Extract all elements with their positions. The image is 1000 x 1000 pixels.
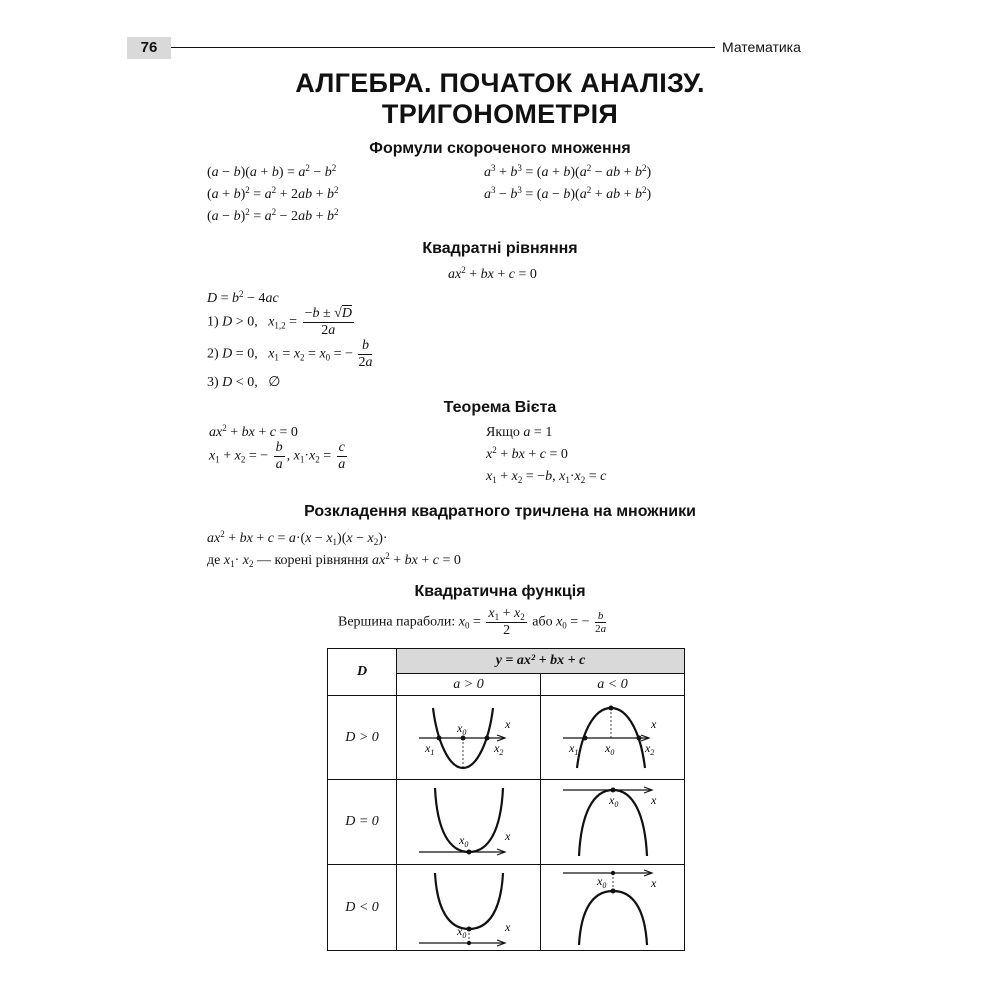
- formula: $D = b^2 - 4ac$: [207, 289, 279, 306]
- svg-text:x1: $x_1$: [425, 741, 435, 757]
- graph-cell: [541, 780, 685, 865]
- row-label-d-zero: D = 0: [328, 780, 397, 865]
- page-number: 76: [127, 37, 171, 59]
- column-header-d: D: [328, 649, 397, 696]
- subject-label: Математика: [722, 39, 801, 55]
- formula: $ax^2$ + bx + $c = a\cdot(x - x_1)(x - x_2)\cdot$: [207, 529, 388, 547]
- svg-text:x0: $x_0$: [597, 874, 607, 890]
- svg-text:x: x: [505, 920, 511, 934]
- formula: $ax^2$ + bx + c = 0: [448, 265, 537, 282]
- svg-text:x: x: [651, 793, 657, 807]
- formula: $x_1 + x_2 = -b$, $x_1\cdot x_2 = c$: [486, 469, 607, 485]
- formula: $(a - b)(a + b) = a^2 - b^2$: [207, 163, 337, 180]
- formula: 1) D > 0, $x_{1,2}$ = $\frac{-b \pm √D}{2a}$: [207, 306, 352, 338]
- section-heading-factorization: Розкладення квадратного тричлена на множники: [304, 503, 696, 520]
- vertex-label: Вершина параболи:: [338, 614, 456, 630]
- svg-text:x0: $x_0$: [459, 833, 469, 849]
- svg-text:x0: $x_0$: [457, 924, 467, 940]
- formula: $x^2$ + bx + c = 0: [486, 445, 568, 462]
- svg-text:x: x: [651, 876, 657, 890]
- section-heading-quadratic-equations: Квадратні рівняння: [422, 240, 578, 257]
- formula: 3) D < 0, ∅: [207, 375, 281, 390]
- parabola-up-one-root-graph: [397, 780, 540, 864]
- svg-text:x0: $x_0$: [609, 793, 619, 809]
- where-text: де: [207, 553, 221, 568]
- if-label: Якщо: [486, 425, 520, 440]
- graph-cell: [397, 696, 541, 780]
- vertex-formula: Вершина параболи: $x_0$ = $\frac{x_1 + x_2}{2}$ або $x_0$ = − $\frac{b}{2a}$: [338, 606, 607, 638]
- parabola-up-two-roots-graph: [397, 696, 540, 779]
- section-heading-quadratic-function: Квадратична функція: [414, 583, 586, 600]
- formula: $a^3 - b^3 = (a - b)(a^2$ + ab + $b^2$): [484, 185, 652, 202]
- svg-text:x1: $x_1$: [569, 741, 579, 757]
- subheader-a-positive: a > 0: [397, 674, 541, 696]
- formula: $a^3 + b^3 = (a + b)(a^2$ − ab + $b^2$): [484, 163, 652, 180]
- svg-text:x: x: [505, 829, 511, 843]
- svg-text:x: x: [505, 717, 511, 731]
- row-label-d-positive: D > 0: [328, 696, 397, 780]
- graph-cell: [397, 780, 541, 865]
- quadratic-function-table: [327, 648, 685, 951]
- parabola-up-no-roots-graph: [397, 865, 540, 950]
- header-rule: [171, 47, 715, 48]
- formula: де $x_1\cdot x_2$ — корені рівняння $ax^2$ + bx + c = 0: [207, 551, 461, 569]
- graph-cell: [541, 865, 685, 951]
- parabola-down-one-root-graph: [541, 780, 684, 864]
- row-label-d-negative: D < 0: [328, 865, 397, 951]
- subheader-a-negative: a < 0: [541, 674, 685, 696]
- graph-cell: [397, 865, 541, 951]
- section-heading-abbreviated-multiplication: Формули скороченого множення: [369, 140, 631, 157]
- parabola-down-no-roots-graph: [541, 865, 684, 950]
- svg-text:x0: $x_0$: [605, 741, 615, 757]
- svg-text:x: x: [651, 717, 657, 731]
- formula: $ax^2$ + bx + c = 0: [209, 423, 298, 440]
- svg-text:x2: $x_2$: [494, 741, 504, 757]
- formula: $(a - b)^2 = a^2 - 2ab + b^2$: [207, 207, 339, 224]
- page-title-line1: АЛГЕБРА. ПОЧАТОК АНАЛІЗУ.: [295, 68, 705, 98]
- graph-cell: [541, 696, 685, 780]
- roots-text: — корені рівняння: [256, 553, 369, 568]
- formula: $x_1 + x_2$ = − $\frac{b}{a}$ , $x_1\cdot x_2$ = $\frac{c}{a}$: [209, 440, 346, 472]
- svg-text:x2: $x_2$: [645, 741, 655, 757]
- formula: Якщо a = 1: [486, 425, 553, 440]
- formula: 2) D = 0, $x_1 = x_2 = x_0$ = − $\frac{b}{2a}$: [207, 338, 373, 370]
- parabola-down-two-roots-graph: [541, 696, 684, 779]
- svg-text:x0: $x_0$: [457, 721, 467, 737]
- formula: $(a + b)^2 = a^2 + 2ab + b^2$: [207, 185, 339, 202]
- section-heading-vieta-theorem: Теорема Вієта: [443, 399, 557, 416]
- function-header: y = ax² + bx + c: [397, 649, 685, 674]
- or-text: або: [532, 614, 553, 630]
- page-title-line2: ТРИГОНОМЕТРІЯ: [381, 99, 619, 129]
